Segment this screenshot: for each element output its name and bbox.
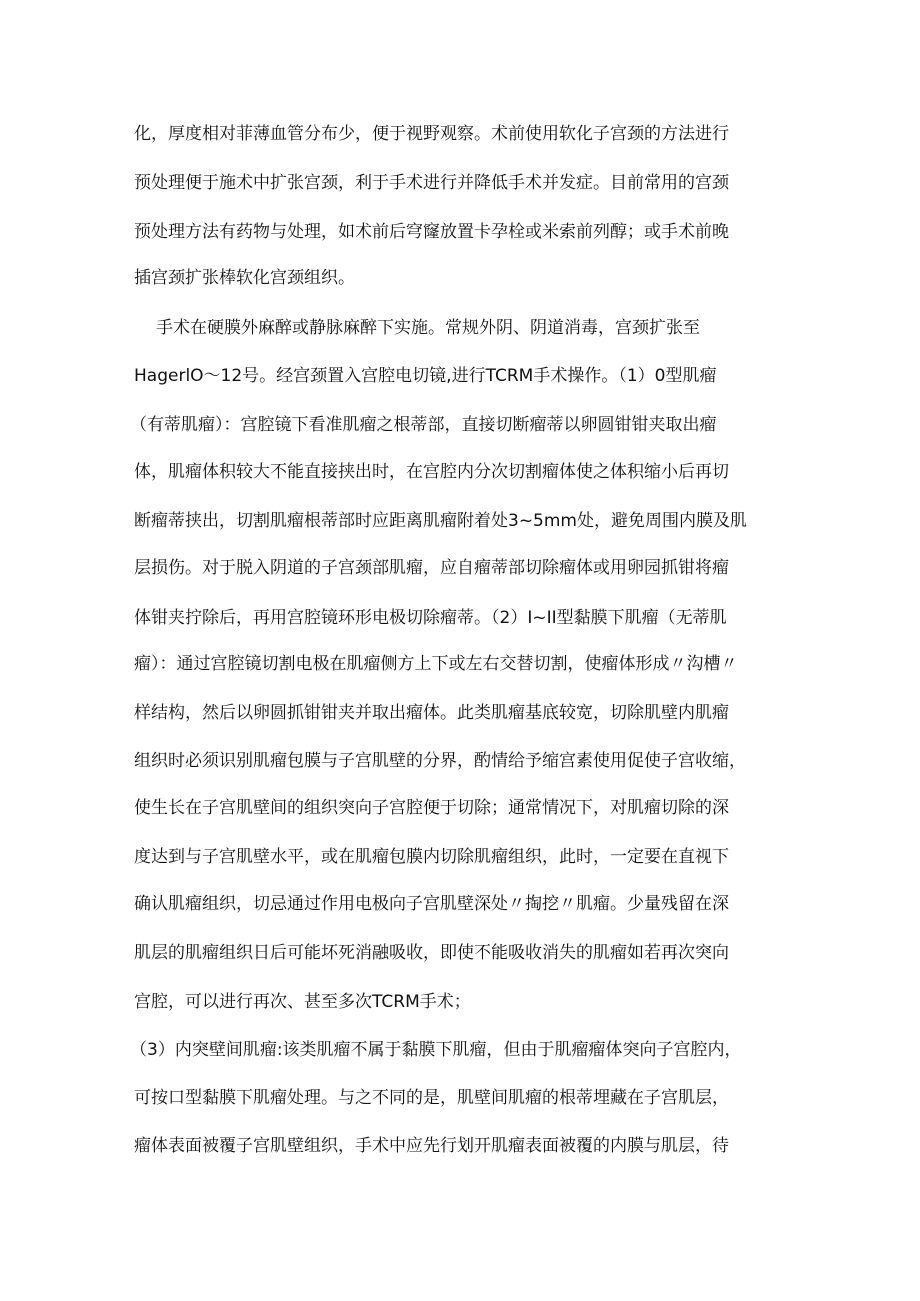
text-line: HagerlO～12号。经宫颈置入宫腔电切镜,进行TCRM手术操作。（1）0型肌瘤 <box>134 366 717 386</box>
text-line: 预处理便于施术中扩张宫颈，利于手术进行并降低手术并发症。目前常用的宫颈 <box>134 173 729 193</box>
text-line: 组织时必须识别肌瘤包膜与子宫肌壁的分界，酌情给予缩宫素使用促使子宫收缩， <box>134 751 746 771</box>
text-line: 断瘤蒂挟出，切割肌瘤根蒂部时应距离肌瘤附着处3~5mm处，避免周围内膜及肌 <box>134 511 747 531</box>
text-line: 使生长在子宫肌壁间的组织突向子宫腔便于切除；通常情况下，对肌瘤切除的深 <box>134 798 729 818</box>
text-line: 肌层的肌瘤组织日后可能坏死消融吸收，即使不能吸收消失的肌瘤如若再次突向 <box>134 943 729 963</box>
text-line: 体，肌瘤体积较大不能直接挟出时，在宫腔内分次切割瘤体使之体积缩小后再切 <box>134 462 729 482</box>
text-line: 度达到与子宫肌壁水平，或在肌瘤包膜内切除肌瘤组织，此时，一定要在直视下 <box>134 847 729 867</box>
text-line: 瘤）：通过宫腔镜切割电极在肌瘤侧方上下或左右交替切割，使瘤体形成〃沟槽〃 <box>134 654 738 674</box>
text-line: 样结构，然后以卵圆抓钳钳夹并取出瘤体。此类肌瘤基底较宽，切除肌壁内肌瘤 <box>134 703 729 723</box>
text-line: （有蒂肌瘤）：宫腔镜下看准肌瘤之根蒂部，直接切断瘤蒂以卵圆钳钳夹取出瘤 <box>130 415 717 435</box>
text-line: （3）内突壁间肌瘤:该类肌瘤不属于黏膜下肌瘤，但由于肌瘤瘤体突向子宫腔内， <box>130 1040 742 1060</box>
text-line: 体钳夹拧除后，再用宫腔镜环形电极切除瘤蒂。（2）I~II型黏膜下肌瘤（无蒂肌 <box>134 608 727 628</box>
text-line: 插宫颈扩张棒软化宫颈组织。 <box>134 268 355 288</box>
text-line: 瘤体表面被覆子宫肌壁组织，手术中应先行划开肌瘤表面被覆的内膜与肌层，待 <box>134 1136 729 1156</box>
text-line: 手术在硬膜外麻醉或静脉麻醉下实施。常规外阴、阴道消毒，宫颈扩张至 <box>156 318 700 338</box>
text-line: 可按口型黏膜下肌瘤处理。与之不同的是，肌壁间肌瘤的根蒂埋藏在子宫肌层， <box>134 1088 729 1108</box>
text-line: 化，厚度相对菲薄血管分布少，便于视野观察。术前使用软化子宫颈的方法进行 <box>134 124 729 144</box>
text-line: 层损伤。对于脱入阴道的子宫颈部肌瘤，应自瘤蒂部切除瘤体或用卵园抓钳将瘤 <box>134 558 729 578</box>
text-line: 宫腔，可以进行再次、甚至多次TCRM手术； <box>134 992 471 1012</box>
text-line: 确认肌瘤组织，切忌通过作用电极向子宫肌壁深处〃掏挖〃肌瘤。少量残留在深 <box>134 894 729 914</box>
text-line: 预处理方法有药物与处理，如术前后穹窿放置卡孕栓或米索前列醇；或手术前晚 <box>134 222 729 242</box>
